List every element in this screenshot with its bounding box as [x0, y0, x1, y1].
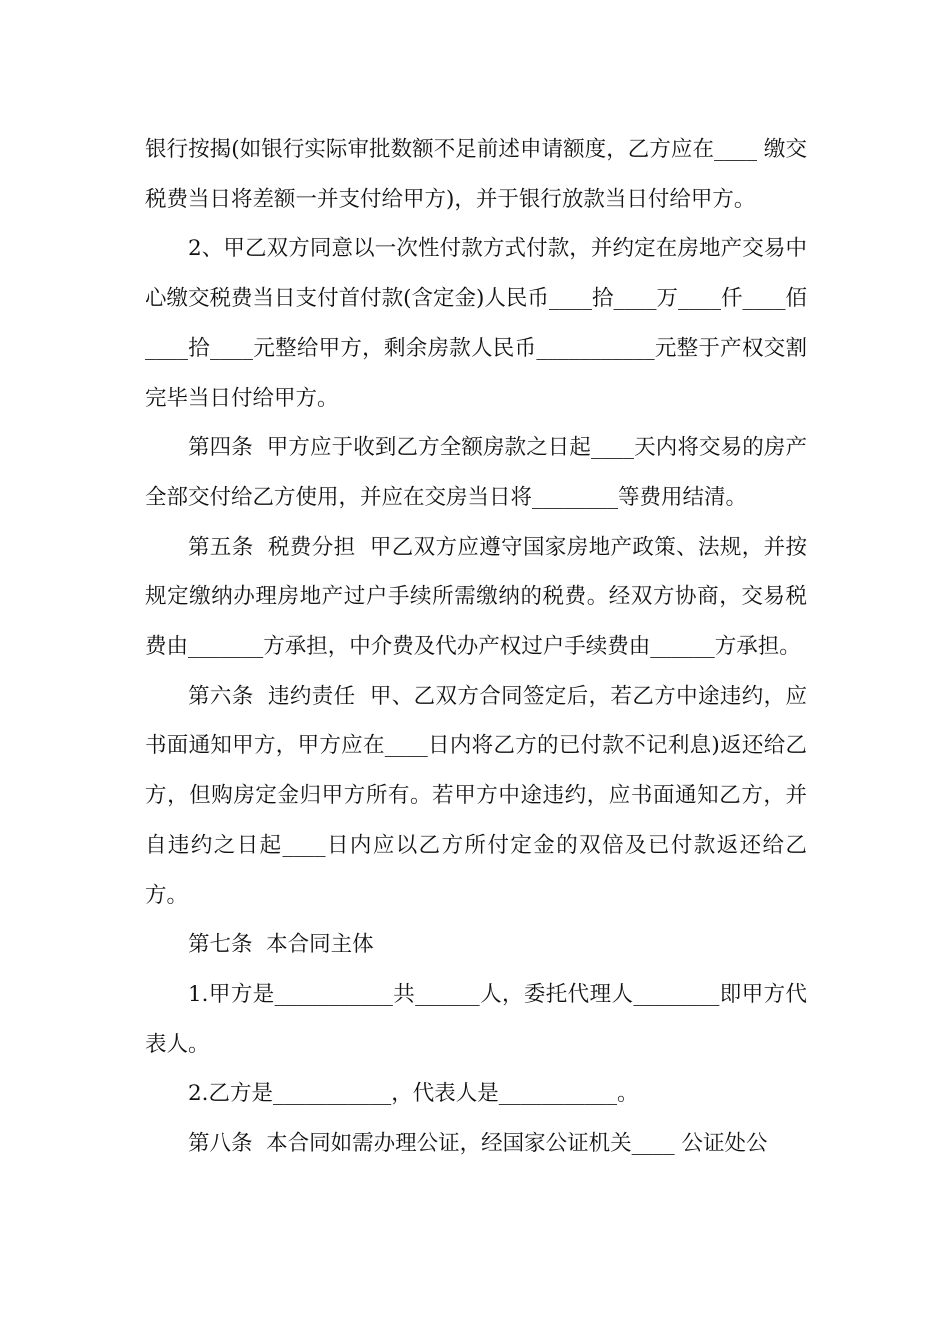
paragraph-article-7-item-1: 1.甲方是___________共______人，委托代理人________即甲方代表人。: [145, 981, 807, 1057]
paragraph-article-7: 第七条 本合同主体: [188, 932, 374, 958]
document-page: [145, 125, 807, 1169]
paragraph-article-7-item-2: 2.乙方是___________，代表人是___________。: [188, 1081, 639, 1107]
paragraph-article-8: 第八条 本合同如需办理公证，经国家公证机关____ 公证处公: [188, 1131, 768, 1157]
paragraph-continuation: 银行按揭(如银行实际审批数额不足前述申请额度，乙方应在____ 缴交税费当日将差额一并支付给甲方)，并于银行放款当日付给甲方。: [145, 137, 807, 212]
paragraph-article-6: 第六条 违约责任 甲、乙双方合同签定后，若乙方中途违约，应书面通知甲方，甲方应在____日内将乙方的已付款不记利息)返还给乙方，但购房定金归甲方所有。若甲方中途违约，应书面通知乙方，并自违约之日起____日内应以乙方所付定金的双倍及已付款返还给乙方。: [145, 683, 807, 908]
paragraph-payment-clause-2: 2、甲乙双方同意以一次性付款方式付款，并约定在房地产交易中心缴交税费当日支付首付款(含定金)人民币____拾____万____仟____佰____拾____元整给甲方，剩余房款人民币___________元整于产权交割完毕当日付给甲方。: [145, 236, 807, 411]
paragraph-article-4: 第四条 甲方应于收到乙方全额房款之日起____天内将交易的房产全部交付给乙方使用，并应在交房当日将________等费用结清。: [145, 435, 807, 510]
paragraph-article-5: 第五条 税费分担 甲乙双方应遵守国家房地产政策、法规，并按规定缴纳办理房地产过户手续所需缴纳的税费。经双方协商，交易税费由_______方承担，中介费及代办产权过户手续费由______方承担。: [145, 534, 807, 660]
